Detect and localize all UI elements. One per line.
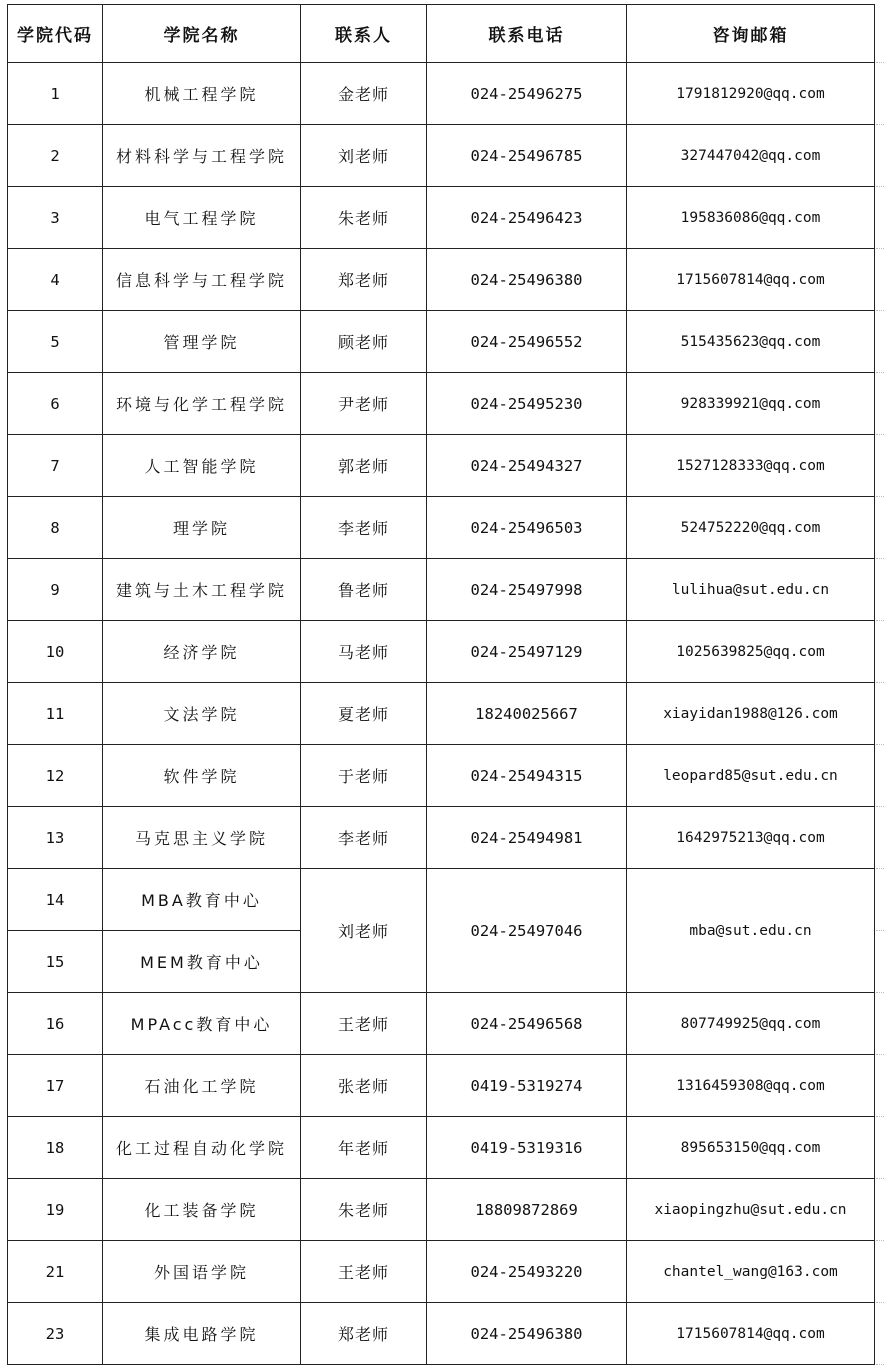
college-code-cell: 4 — [8, 249, 103, 311]
header-college-name: 学院名称 — [103, 5, 301, 63]
college-name-cell: 马克思主义学院 — [103, 807, 301, 869]
contact-email-cell: 1715607814@qq.com — [627, 249, 875, 311]
gutter-tick — [876, 930, 884, 931]
gutter-tick — [876, 1240, 884, 1241]
table-row — [8, 63, 875, 125]
contact-phone-cell: 024-25496785 — [427, 125, 627, 187]
college-name-cell: 机械工程学院 — [103, 63, 301, 125]
contact-phone-cell: 024-25496380 — [427, 1303, 627, 1365]
gutter-tick — [876, 620, 884, 621]
table-row — [8, 807, 875, 869]
college-code-cell: 9 — [8, 559, 103, 621]
contact-person-cell: 马老师 — [301, 621, 427, 683]
contact-phone-cell: 024-25495230 — [427, 373, 627, 435]
contact-email-cell: 515435623@qq.com — [627, 311, 875, 373]
contact-email-cell: 895653150@qq.com — [627, 1117, 875, 1179]
college-code-cell: 8 — [8, 497, 103, 559]
contact-person-cell: 王老师 — [301, 993, 427, 1055]
college-code-cell: 12 — [8, 745, 103, 807]
gutter-tick — [876, 310, 884, 311]
table-row — [8, 745, 875, 807]
gutter-tick — [876, 992, 884, 993]
college-code-cell: 5 — [8, 311, 103, 373]
table-body — [8, 63, 875, 1365]
college-name-cell: 环境与化学工程学院 — [103, 373, 301, 435]
college-code-cell: 3 — [8, 187, 103, 249]
contact-person-cell: 朱老师 — [301, 1179, 427, 1241]
college-code-cell: 2 — [8, 125, 103, 187]
contact-phone-cell: 024-25494315 — [427, 745, 627, 807]
contact-person-cell: 年老师 — [301, 1117, 427, 1179]
gutter-tick — [876, 1116, 884, 1117]
college-name-cell: MPAcc教育中心 — [103, 993, 301, 1055]
contact-person-cell: 李老师 — [301, 497, 427, 559]
college-name-cell: 理学院 — [103, 497, 301, 559]
header-contact-person: 联系人 — [301, 5, 427, 63]
contact-email-cell: chantel_wang@163.com — [627, 1241, 875, 1303]
gutter-tick — [876, 1364, 884, 1365]
college-name-cell: 化工装备学院 — [103, 1179, 301, 1241]
contact-email-cell: mba@sut.edu.cn — [627, 869, 875, 993]
contact-person-cell: 刘老师 — [301, 869, 427, 993]
gutter-tick — [876, 248, 884, 249]
header-contact-email: 咨询邮箱 — [627, 5, 875, 63]
table-row — [8, 1117, 875, 1179]
contact-phone-cell: 024-25496552 — [427, 311, 627, 373]
college-name-cell: 经济学院 — [103, 621, 301, 683]
college-code-cell: 10 — [8, 621, 103, 683]
college-code-cell: 16 — [8, 993, 103, 1055]
college-contact-table — [7, 4, 875, 1365]
contact-email-cell: 327447042@qq.com — [627, 125, 875, 187]
contact-email-cell: 1527128333@qq.com — [627, 435, 875, 497]
contact-email-cell: 1791812920@qq.com — [627, 63, 875, 125]
gutter-tick — [876, 434, 884, 435]
contact-email-cell: 195836086@qq.com — [627, 187, 875, 249]
contact-person-cell: 郭老师 — [301, 435, 427, 497]
gutter-tick — [876, 496, 884, 497]
gutter-tick — [876, 62, 884, 63]
contact-person-cell: 郑老师 — [301, 1303, 427, 1365]
college-name-cell: 文法学院 — [103, 683, 301, 745]
contact-email-cell: xiaopingzhu@sut.edu.cn — [627, 1179, 875, 1241]
contact-email-cell: lulihua@sut.edu.cn — [627, 559, 875, 621]
college-code-cell: 21 — [8, 1241, 103, 1303]
gutter-tick — [876, 744, 884, 745]
college-name-cell: 材料科学与工程学院 — [103, 125, 301, 187]
college-name-cell: 人工智能学院 — [103, 435, 301, 497]
table-row — [8, 435, 875, 497]
table-row — [8, 993, 875, 1055]
header-row — [8, 5, 875, 63]
header-contact-phone: 联系电话 — [427, 5, 627, 63]
table-row — [8, 683, 875, 745]
college-code-cell: 19 — [8, 1179, 103, 1241]
college-code-cell: 11 — [8, 683, 103, 745]
college-name-cell: 石油化工学院 — [103, 1055, 301, 1117]
gutter-tick — [876, 1054, 884, 1055]
contact-phone-cell: 024-25496423 — [427, 187, 627, 249]
college-code-cell: 15 — [8, 931, 103, 993]
contact-phone-cell: 024-25494327 — [427, 435, 627, 497]
contact-person-cell: 张老师 — [301, 1055, 427, 1117]
gutter-tick — [876, 1178, 884, 1179]
college-name-cell: 软件学院 — [103, 745, 301, 807]
college-code-cell: 1 — [8, 63, 103, 125]
college-name-cell: 电气工程学院 — [103, 187, 301, 249]
college-name-cell: 建筑与土木工程学院 — [103, 559, 301, 621]
contact-person-cell: 王老师 — [301, 1241, 427, 1303]
gutter-tick — [876, 1302, 884, 1303]
table-row — [8, 869, 875, 931]
contact-person-cell: 鲁老师 — [301, 559, 427, 621]
contact-person-cell: 李老师 — [301, 807, 427, 869]
contact-person-cell: 于老师 — [301, 745, 427, 807]
table-row — [8, 1241, 875, 1303]
college-code-cell: 23 — [8, 1303, 103, 1365]
contact-person-cell: 夏老师 — [301, 683, 427, 745]
contact-email-cell: xiayidan1988@126.com — [627, 683, 875, 745]
gutter-tick — [876, 868, 884, 869]
college-code-cell: 14 — [8, 869, 103, 931]
table-row — [8, 249, 875, 311]
spreadsheet-gutter — [876, 4, 884, 1361]
college-code-cell: 17 — [8, 1055, 103, 1117]
college-name-cell: 管理学院 — [103, 311, 301, 373]
contact-phone-cell: 0419-5319274 — [427, 1055, 627, 1117]
table-row — [8, 1303, 875, 1365]
contact-phone-cell: 18240025667 — [427, 683, 627, 745]
table-row — [8, 621, 875, 683]
college-code-cell: 18 — [8, 1117, 103, 1179]
college-name-cell: 化工过程自动化学院 — [103, 1117, 301, 1179]
contact-email-cell: 928339921@qq.com — [627, 373, 875, 435]
contact-person-cell: 顾老师 — [301, 311, 427, 373]
gutter-tick — [876, 186, 884, 187]
contact-person-cell: 刘老师 — [301, 125, 427, 187]
contact-phone-cell: 024-25496380 — [427, 249, 627, 311]
gutter-tick — [876, 558, 884, 559]
contact-email-cell: 807749925@qq.com — [627, 993, 875, 1055]
contact-email-cell: 1642975213@qq.com — [627, 807, 875, 869]
gutter-tick — [876, 372, 884, 373]
contact-person-cell: 尹老师 — [301, 373, 427, 435]
table-row — [8, 125, 875, 187]
college-code-cell: 6 — [8, 373, 103, 435]
table-row — [8, 373, 875, 435]
header-college-code: 学院代码 — [8, 5, 103, 63]
gutter-tick — [876, 124, 884, 125]
contact-phone-cell: 024-25494981 — [427, 807, 627, 869]
college-name-cell: MEM教育中心 — [103, 931, 301, 993]
contact-email-cell: 1715607814@qq.com — [627, 1303, 875, 1365]
contact-email-cell: 524752220@qq.com — [627, 497, 875, 559]
gutter-tick — [876, 682, 884, 683]
contact-phone-cell: 024-25496275 — [427, 63, 627, 125]
table-row — [8, 311, 875, 373]
contact-email-cell: 1316459308@qq.com — [627, 1055, 875, 1117]
contact-person-cell: 郑老师 — [301, 249, 427, 311]
college-name-cell: 集成电路学院 — [103, 1303, 301, 1365]
table-row — [8, 559, 875, 621]
college-code-cell: 7 — [8, 435, 103, 497]
contact-phone-cell: 024-25496568 — [427, 993, 627, 1055]
college-name-cell: MBA教育中心 — [103, 869, 301, 931]
contact-person-cell: 金老师 — [301, 63, 427, 125]
table-row — [8, 497, 875, 559]
contact-phone-cell: 024-25497998 — [427, 559, 627, 621]
contact-phone-cell: 18809872869 — [427, 1179, 627, 1241]
contact-phone-cell: 024-25497129 — [427, 621, 627, 683]
college-name-cell: 信息科学与工程学院 — [103, 249, 301, 311]
contact-phone-cell: 024-25497046 — [427, 869, 627, 993]
contact-phone-cell: 024-25496503 — [427, 497, 627, 559]
college-name-cell: 外国语学院 — [103, 1241, 301, 1303]
contact-phone-cell: 0419-5319316 — [427, 1117, 627, 1179]
contact-phone-cell: 024-25493220 — [427, 1241, 627, 1303]
table-row — [8, 1055, 875, 1117]
contact-email-cell: 1025639825@qq.com — [627, 621, 875, 683]
table-row — [8, 1179, 875, 1241]
gutter-tick — [876, 806, 884, 807]
table-row — [8, 187, 875, 249]
college-code-cell: 13 — [8, 807, 103, 869]
contact-email-cell: leopard85@sut.edu.cn — [627, 745, 875, 807]
contact-person-cell: 朱老师 — [301, 187, 427, 249]
